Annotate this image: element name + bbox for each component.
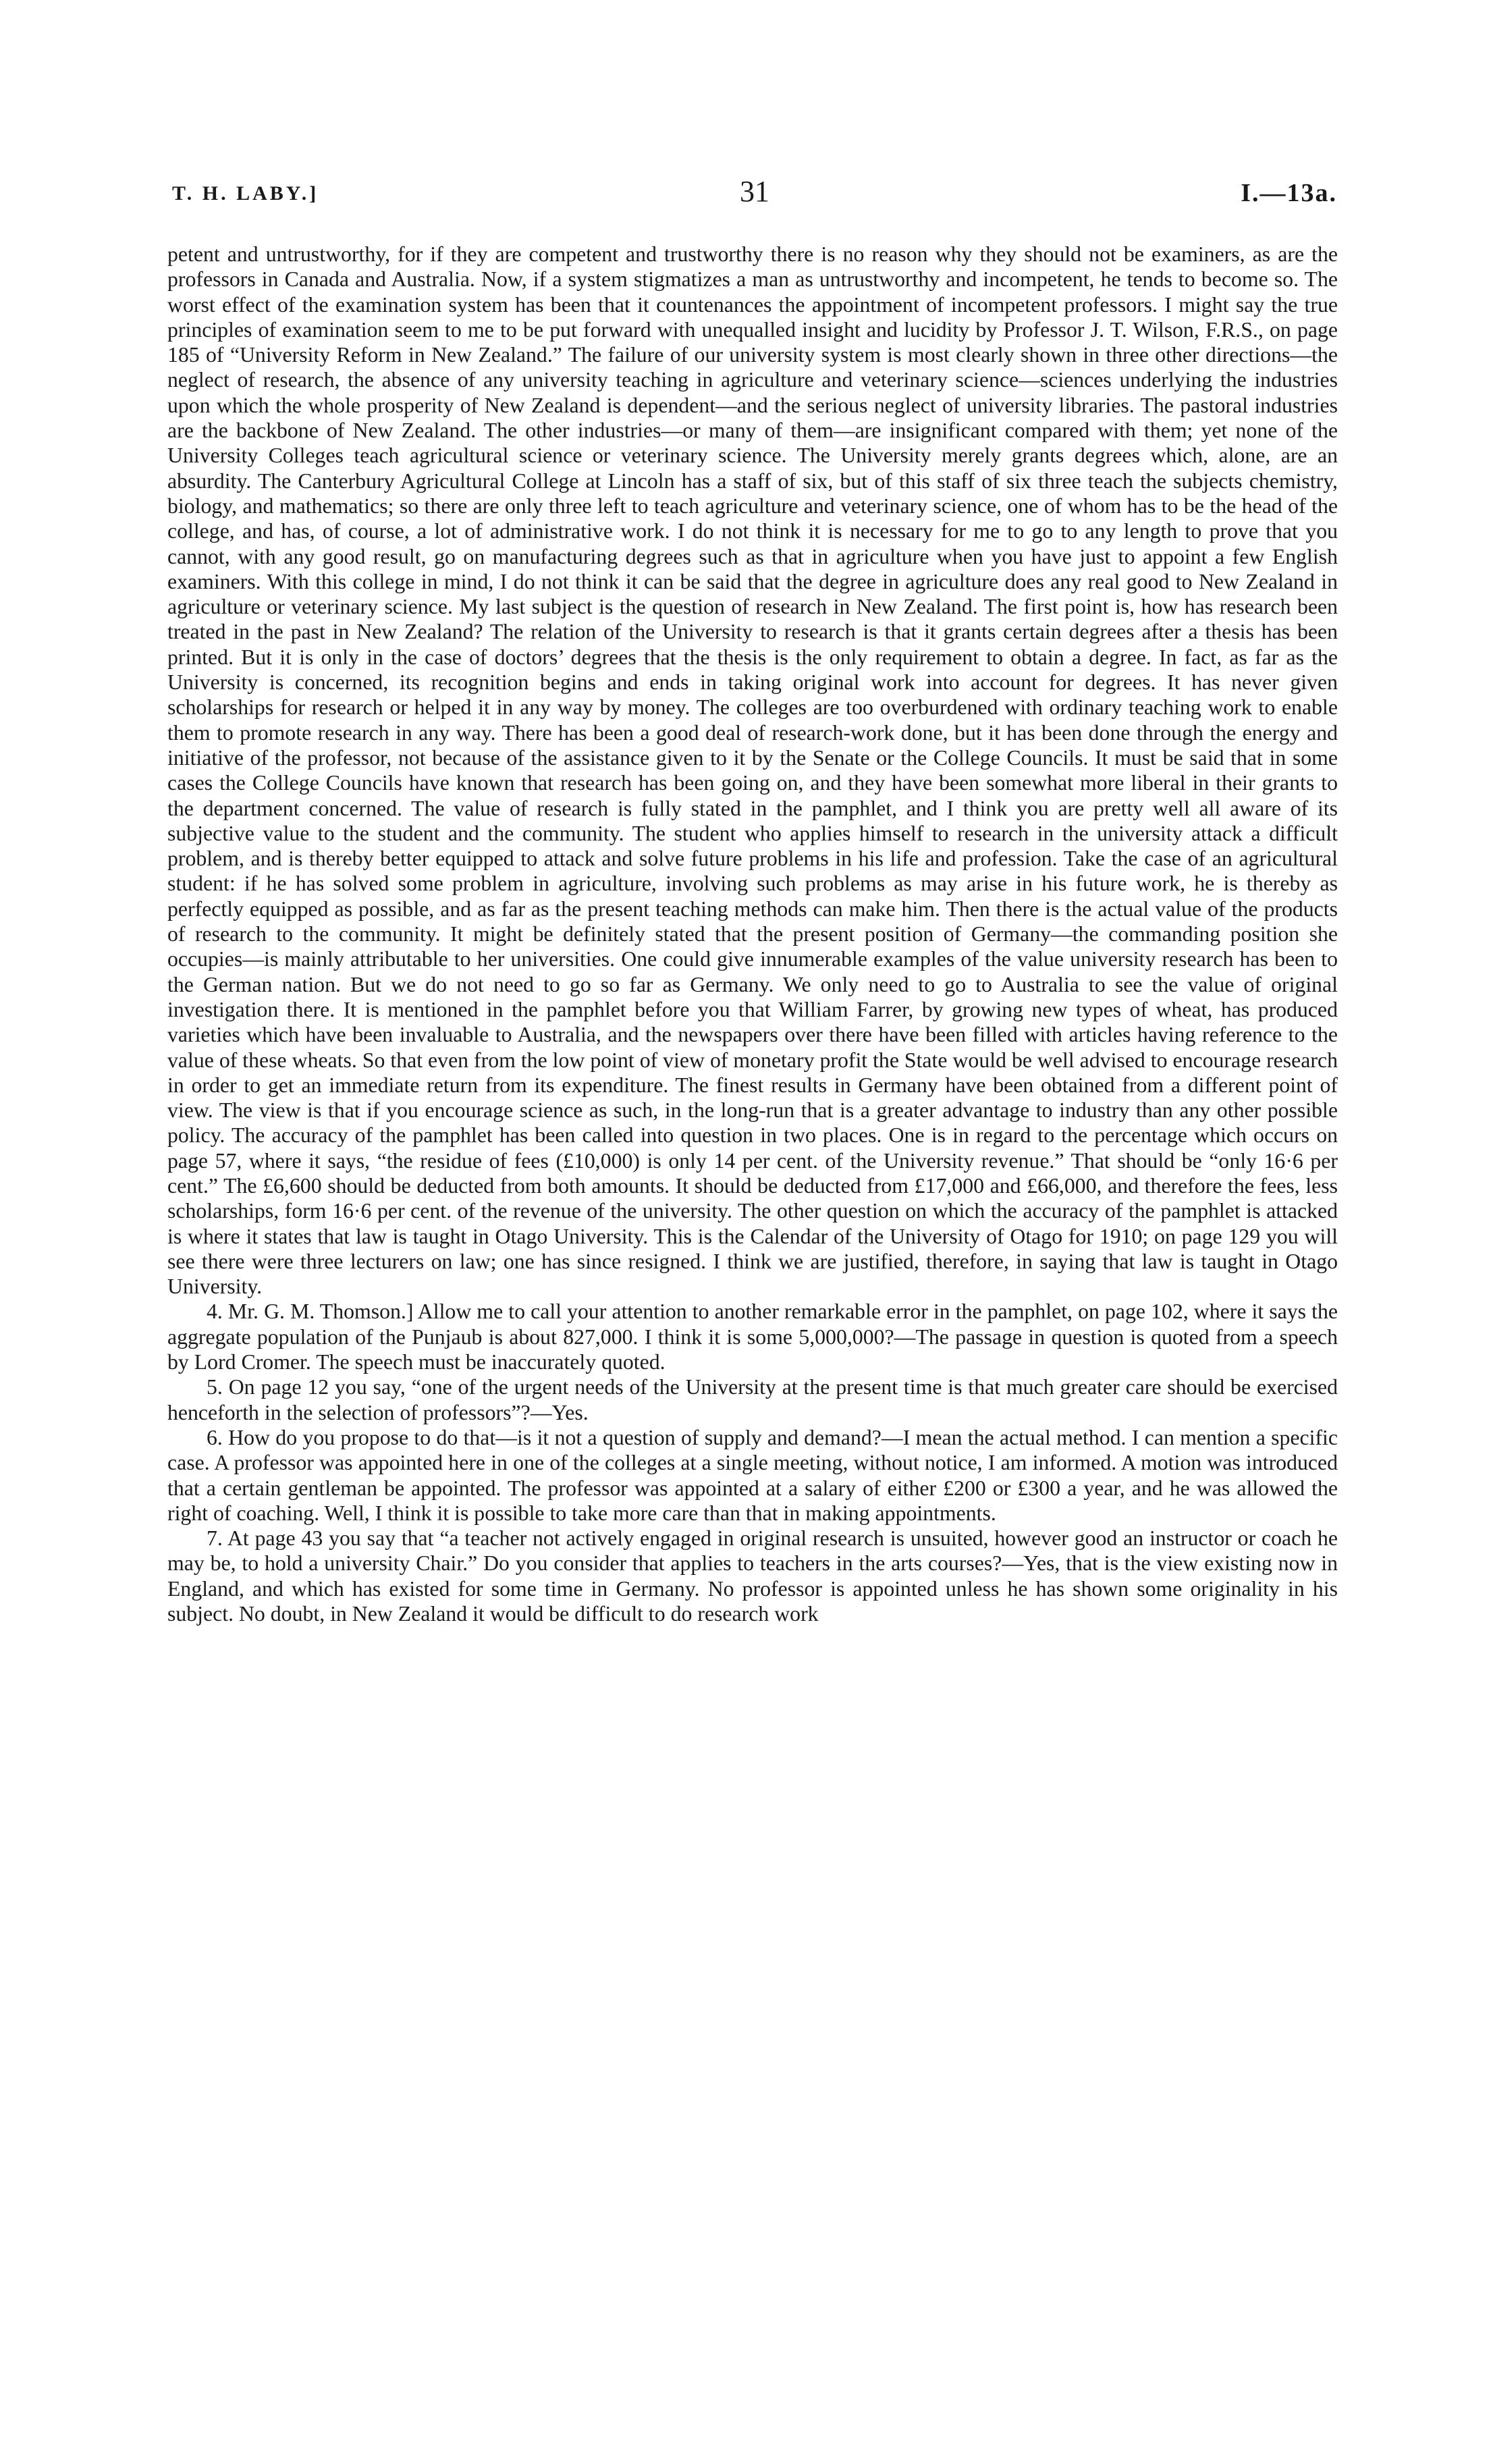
author-attribution: T. H. LABY.]: [172, 182, 319, 205]
paragraph-question-6: 6. How do you propose to do that—is it not a question of supply and demand?—I mean the actual method. I can mention a specific case. A professor was appointed here in one of the colleges at a single meeting, without notice, I am informed. A motion was introduced that a certain gentleman be appointed. The professor was appointed at a salary of either £200 or £300 a year, and he was allowed the right of coaching. Well, I think it is possible to take more care than that in making appointments.: [167, 1425, 1338, 1525]
running-head: [172, 174, 1337, 215]
paragraph-question-5: 5. On page 12 you say, “one of the urgent needs of the University at the present time is that much greater care should be exercised henceforth in the selection of professors”?—Yes.: [167, 1375, 1338, 1424]
paragraph-continued: petent and untrustworthy, for if they are competent and trustworthy there is no reason why they should not be examiners, as are the professors in Canada and Australia. Now, if a system stigmatizes a man as untrustworthy and incompetent, he tends to become so. The worst effect of the examination system has been that it countenances the appointment of incompetent professors. I might say the true principles of examination seem to me to be put forward with unequalled insight and lucidity by Professor J. T. Wilson, F.R.S., on page 185 of “University Reform in New Zealand.” The failure of our university system is most clearly shown in three other directions—the neglect of research, the absence of any university teaching in agriculture and veterinary science—sciences underlying the industries upon which the whole prosperity of New Zealand is dependent—and the serious neglect of university libraries. The pastoral industries are the backbone of New Zealand. The other industries—or many of them—are insignificant compared with them; yet none of the University Colleges teach agricultural science or veterinary science. The University merely grants degrees which, alone, are an absurdity. The Canterbury Agricultural College at Lincoln has a staff of six, but of this staff of six three teach the subjects chemistry, biology, and mathematics; so there are only three left to teach agriculture and veterinary science, one of whom has to be the head of the college, and has, of course, a lot of administrative work. I do not think it is necessary for me to go to any length to prove that you cannot, with any good result, go on manufacturing degrees such as that in agriculture when you have just to appoint a few English examiners. With this college in mind, I do not think it can be said that the degree in agriculture does any real good to New Zealand in agriculture or veterinary science. My last subject is the question of research in New Zealand. The first point is, how has research been treated in the past in New Zealand? The relation of the University to research is that it grants certain degrees after a thesis has been printed. But it is only in the case of doctors’ degrees that the thesis is the only requirement to obtain a degree. In fact, as far as the University is concerned, its recognition begins and ends in taking original work into account for degrees. It has never given scholarships for research or helped it in any way by money. The colleges are too overburdened with ordinary teaching work to enable them to promote research in any way. There has been a good deal of research-work done, but it has been done through the energy and initiative of the professor, not because of the assistance given to it by the Senate or the College Councils. It must be said that in some cases the College Councils have known that research has been going on, and they have been somewhat more liberal in their grants to the department concerned. The value of research is fully stated in the pamphlet, and I think you are pretty well all aware of its subjective value to the student and the community. The student who applies himself to research in the university attack a difficult problem, and is thereby better equipped to attack and solve future problems in his life and profession. Take the case of an agricultural student: if he has solved some problem in agriculture, involving such problems as may arise in his future work, he is thereby as perfectly equipped as possible, and as far as the present teaching methods can make him. Then there is the actual value of the products of research to the community. It might be definitely stated that the present position of Germany—the commanding position she occupies—is mainly attributable to her universities. One could give innumerable examples of the value university research has been to the German nation. But we do not need to go so far as Germany. We only need to go to Australia to see the value of original investigation there. It is mentioned in the pamphlet before you that William Farrer, by growing new types of wheat, has produced varieties which have been invaluable to Australia, and the newspapers over there have been filled with articles having reference to the value of these wheats. So that even from the low point of view of monetary profit the State would be well advised to encourage research in order to get an immediate return from its expenditure. The finest results in Germany have been obtained from a different point of view. The view is that if you encourage science as such, in the long-run that is a greater advantage to industry than any other possible policy. The accuracy of the pamphlet has been called into question in two places. One is in regard to the percentage which occurs on page 57, where it says, “the residue of fees (£10,000) is only 14 per cent. of the University revenue.” That should be “only 16·6 per cent.” The £6,600 should be deducted from both amounts. It should be deducted from £17,000 and £66,000, and therefore the fees, less scholarships, form 16·6 per cent. of the revenue of the university. The other question on which the accuracy of the pamphlet is attacked is where it states that law is taught in Otago University. This is the Calendar of the University of Otago for 1910; on page 129 you will see there were three lecturers on law; one has since resigned. I think we are justified, therefore, in saying that law is taught in Otago University.: [167, 242, 1338, 1299]
body-text: [167, 242, 1338, 1626]
paragraph-question-7: 7. At page 43 you say that “a teacher not actively engaged in original research is unsuited, however good an instructor or coach he may be, to hold a university Chair.” Do you consider that applies to teachers in the arts courses?—Yes, that is the view existing now in England, and which has existed for some time in Germany. No professor is appointed unless he has shown some originality in his subject. No doubt, in New Zealand it would be difficult to do research work: [167, 1526, 1338, 1626]
page-number: 31: [740, 175, 769, 208]
paragraph-question-4: 4. Mr. G. M. Thomson.] Allow me to call your attention to another remarkable error in the pamphlet, on page 102, where it says the aggregate population of the Punjaub is about 827,000. I think it is some 5,000,000?—The passage in question is quoted from a speech by Lord Cromer. The speech must be inaccurately quoted.: [167, 1300, 1338, 1374]
document-reference: I.—13a.: [1241, 179, 1337, 207]
